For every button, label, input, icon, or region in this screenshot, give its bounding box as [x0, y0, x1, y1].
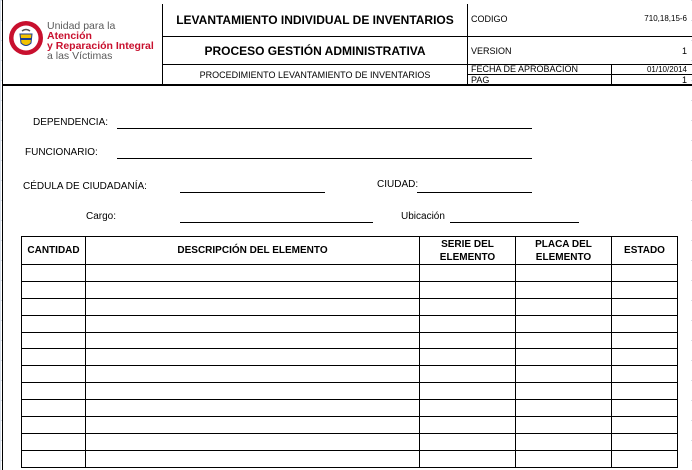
table-cell[interactable] [612, 400, 678, 417]
inventory-table [21, 236, 678, 468]
table-cell[interactable] [86, 383, 420, 400]
table-cell[interactable] [86, 400, 420, 417]
table-cell[interactable] [420, 417, 516, 434]
table-cell[interactable] [420, 315, 516, 332]
table-cell[interactable] [22, 265, 86, 282]
funcionario-label: FUNCIONARIO: [25, 147, 98, 158]
table-cell[interactable] [22, 400, 86, 417]
table-body [22, 265, 678, 468]
table-cell[interactable] [612, 417, 678, 434]
table-cell[interactable] [612, 383, 678, 400]
table-cell[interactable] [22, 383, 86, 400]
meta-version-label: VERSION [471, 46, 512, 56]
meta-version [468, 37, 692, 65]
table-row [22, 417, 678, 434]
meta-pag-value: 1 [681, 75, 687, 85]
ciudad-field[interactable] [417, 180, 532, 193]
table-cell[interactable] [420, 349, 516, 366]
ciudad-label: CIUDAD: [377, 179, 419, 190]
table-cell[interactable] [612, 349, 678, 366]
table-cell[interactable] [516, 315, 612, 332]
document-title: LEVANTAMIENTO INDIVIDUAL DE INVENTARIOS [163, 4, 468, 37]
col-estado: ESTADO [612, 237, 678, 265]
dependencia-field[interactable] [117, 116, 532, 129]
table-cell[interactable] [420, 298, 516, 315]
colombia-seal-icon [8, 20, 44, 56]
table-row [22, 315, 678, 332]
table-cell[interactable] [86, 450, 420, 467]
table-cell[interactable] [516, 332, 612, 349]
table-row [22, 281, 678, 298]
table-cell[interactable] [612, 281, 678, 298]
table-cell[interactable] [612, 315, 678, 332]
table-cell[interactable] [420, 400, 516, 417]
cedula-label: CÉDULA DE CIUDADANÍA: [23, 181, 147, 192]
meta-fecha [468, 65, 692, 75]
table-header-row [22, 237, 678, 265]
col-descripcion: DESCRIPCIÓN DEL ELEMENTO [86, 237, 420, 265]
table-row [22, 400, 678, 417]
table-cell[interactable] [612, 366, 678, 383]
logo-line1-bold: Atención [47, 30, 92, 42]
ubicacion-field[interactable] [450, 210, 579, 223]
table-cell[interactable] [22, 366, 86, 383]
col-serie: SERIE DEL ELEMENTO [420, 237, 516, 265]
table-cell[interactable] [612, 298, 678, 315]
table-cell[interactable] [516, 400, 612, 417]
logo-text [47, 21, 161, 61]
cargo-label: Cargo: [86, 211, 117, 222]
table-cell[interactable] [86, 265, 420, 282]
procedure-title: PROCEDIMIENTO LEVANTAMIENTO DE INVENTARIOS [163, 65, 468, 86]
table-cell[interactable] [86, 417, 420, 434]
meta-codigo [468, 4, 692, 37]
table-row [22, 383, 678, 400]
table-cell[interactable] [516, 298, 612, 315]
table-cell[interactable] [22, 349, 86, 366]
cedula-field[interactable] [180, 180, 325, 193]
logo-line3: a las Víctimas [47, 50, 113, 62]
table-cell[interactable] [86, 281, 420, 298]
table-cell[interactable] [420, 265, 516, 282]
table-cell[interactable] [516, 349, 612, 366]
table-cell[interactable] [86, 332, 420, 349]
table-cell[interactable] [86, 433, 420, 450]
table-cell[interactable] [420, 450, 516, 467]
meta-fecha-label: FECHA DE APROBACION [471, 64, 579, 74]
table-row [22, 349, 678, 366]
table-cell[interactable] [420, 366, 516, 383]
table-cell[interactable] [86, 366, 420, 383]
table-cell[interactable] [420, 281, 516, 298]
table-cell[interactable] [86, 298, 420, 315]
process-title: PROCESO GESTIÓN ADMINISTRATIVA [163, 37, 468, 65]
logo-line1: Unidad para la [47, 20, 116, 32]
table-cell[interactable] [612, 450, 678, 467]
table-cell[interactable] [22, 315, 86, 332]
form-page [2, 0, 691, 470]
meta-pag [468, 75, 692, 86]
table-row [22, 433, 678, 450]
table-cell[interactable] [86, 349, 420, 366]
logo [3, 4, 163, 86]
table-cell[interactable] [612, 433, 678, 450]
cargo-field[interactable] [180, 210, 373, 223]
table-cell[interactable] [22, 332, 86, 349]
meta-codigo-value: 710,18,15-6 [644, 14, 687, 23]
table-cell[interactable] [612, 332, 678, 349]
table-row [22, 450, 678, 467]
meta-codigo-label: CODIGO [471, 14, 508, 24]
meta-version-value: 1 [681, 46, 687, 56]
table-cell[interactable] [22, 450, 86, 467]
header [3, 4, 692, 86]
table-cell[interactable] [516, 383, 612, 400]
table-cell[interactable] [516, 450, 612, 467]
table-cell[interactable] [22, 433, 86, 450]
table-cell[interactable] [22, 417, 86, 434]
table-cell[interactable] [420, 433, 516, 450]
table-cell[interactable] [612, 265, 678, 282]
table-cell[interactable] [86, 315, 420, 332]
col-cantidad: CANTIDAD [22, 237, 86, 265]
meta-fecha-value: 01/10/2014 [646, 65, 687, 74]
table-cell[interactable] [22, 298, 86, 315]
table-cell[interactable] [516, 417, 612, 434]
table-cell[interactable] [516, 433, 612, 450]
table-cell[interactable] [516, 281, 612, 298]
meta-divider [611, 65, 612, 86]
logo-line2: y Reparación Integral [47, 40, 154, 52]
table-cell[interactable] [516, 265, 612, 282]
table-cell[interactable] [516, 366, 612, 383]
table-cell[interactable] [420, 383, 516, 400]
table-row [22, 332, 678, 349]
col-placa: PLACA DEL ELEMENTO [516, 237, 612, 265]
table-row [22, 298, 678, 315]
table-row [22, 366, 678, 383]
dependencia-label: DEPENDENCIA: [33, 117, 109, 128]
table-cell[interactable] [420, 332, 516, 349]
ubicacion-label: Ubicación [401, 211, 445, 222]
funcionario-field[interactable] [117, 146, 532, 159]
meta-pag-label: PAG [471, 75, 490, 85]
table-cell[interactable] [22, 281, 86, 298]
table-row [22, 265, 678, 282]
